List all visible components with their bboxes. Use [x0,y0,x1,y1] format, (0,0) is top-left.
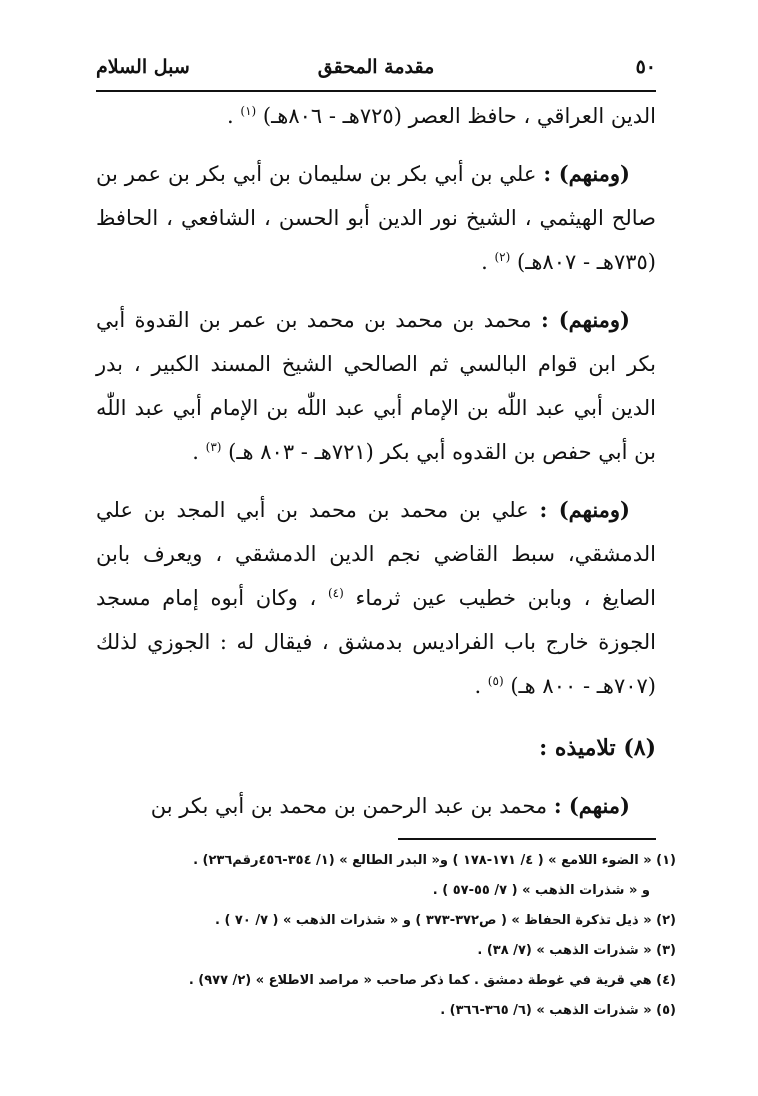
paragraph-entry [96,152,656,284]
paragraph-entry [96,488,656,708]
footnote-ref: (٣) [205,440,222,454]
page-number: ٥٠ [635,56,656,78]
footnote-ref: (١) [240,104,257,118]
paragraph-entry [96,298,656,474]
footnote-ref: (٤) [327,586,344,600]
footnote-item: (٥) « شذرات الذهب » (٦/ ٣٦٥-٣٦٦) . [440,1003,676,1018]
main-text [96,94,656,828]
paragraph-text: محمد بن عبد الرحمن بن محمد بن أبي بكر بن [150,794,554,818]
paragraph-end: . [481,250,495,274]
book-title: سبل السلام [96,56,190,78]
footnote-ref: (٥) [487,674,504,688]
paragraph-text: محمد بن محمد بن محمد بن عمر بن القدوة أبي بكر ابن قوام البالسي ثم الصالحي الشيخ المسند الكبير ، بدر الدين أبي عبد اللّٰه بن الإمام أبي عبد اللّٰه بن الإمام أبي عبد اللّٰه بن أبي حفص بن القدوه أبي بكر (٧٢١هـ - ٨٠٣ هـ) [96,308,656,464]
paragraph-text: علي بن أبي بكر بن سليمان بن أبي بكر بن عمر بن صالح الهيثمي ، الشيخ نور الدين أبو الحسن ، الشافعي ، الحافظ (٧٣٥هـ - ٨٠٧هـ) [96,162,656,274]
paragraph-text: علي بن محمد بن محمد بن أبي المجد بن علي الدمشقي، سبط القاضي نجم الدين الدمشقي ، ويعرف بابن الصايغ ، وبابن خطيب عين ثرماء [96,498,656,610]
footnote-item: (٤) هي قرية في غوطة دمشق . كما ذكر صاحب « مراصد الاطلاع » (٢/ ٩٧٧) . [188,973,676,988]
chapter-title: مقدمة المحقق [317,56,435,78]
footnote-ref: (٢) [494,250,511,264]
entry-lead: (ومنهم) : [543,161,630,186]
paragraph-entry [96,784,656,828]
entry-lead: (منهم) : [553,793,630,818]
footnotes [96,846,676,1026]
paragraph-continuation [96,94,656,138]
entry-lead: (ومنهم) : [539,497,630,522]
paragraph-text: ، وكان أبوه إمام مسجد الجوزة خارج باب الفراديس بدمشق ، فيقال له : الجوزي لذلك (٧٠٧هـ - ٨٠٠ هـ) [96,586,656,698]
footnote-item: (١) « الضوء اللامع » ( ٤/ ١٧١-١٧٨ ) و« البدر الطالع » (١/ ٣٥٤-٤٥٦رقم٢٣٦) . [193,853,676,868]
paragraph-end: . [474,674,488,698]
section-heading: (٨) تلاميذه : [539,735,656,761]
paragraph-end: . [227,104,241,128]
paragraph-end: . [192,440,206,464]
paragraph-text: الدين العراقي ، حافظ العصر (٧٢٥هـ - ٨٠٦هـ) [262,104,656,128]
running-header [96,52,656,92]
footnote-divider [398,838,656,840]
footnote-item: (٢) « ذيل تذكرة الحفاظ » ( ص٣٧٢-٣٧٣ ) و « شذرات الذهب » ( ٧/ ٧٠ ) . [214,913,676,928]
footnote-item: (٣) « شذرات الذهب » (٧/ ٣٨) . [477,943,676,958]
footnote-item: و « شذرات الذهب » ( ٧/ ٥٥-٥٧ ) . [432,883,650,898]
entry-lead: (ومنهم) : [541,307,630,332]
